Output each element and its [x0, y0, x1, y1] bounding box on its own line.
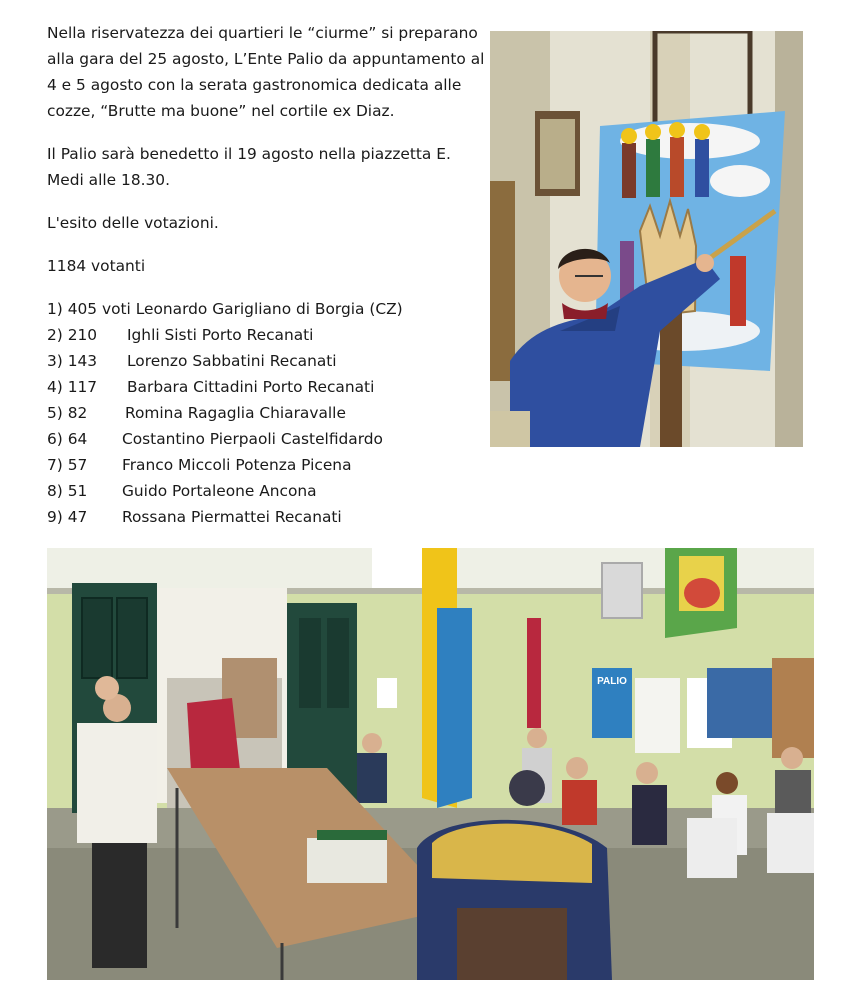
result-item — [47, 426, 487, 452]
result-item — [47, 452, 487, 478]
result-name: Rossana Piermattei Recanati — [122, 508, 342, 526]
paragraph-voters: 1184 votanti — [47, 257, 146, 275]
result-name: Franco Miccoli Potenza Picena — [122, 456, 352, 474]
result-rank: 7) 57 — [47, 456, 88, 474]
result-item — [47, 374, 487, 400]
result-name: Lorenzo Sabbatini Recanati — [127, 352, 337, 370]
result-name: Romina Ragaglia Chiaravalle — [125, 404, 346, 422]
poster-text: PALIO — [597, 676, 627, 687]
result-item — [47, 400, 487, 426]
result-name: Guido Portaleone Ancona — [122, 482, 317, 500]
result-rank: 5) 82 — [47, 404, 88, 422]
paragraph-blessing: Il Palio sarà benedetto il 19 agosto nella piazzetta E. Medi alle 18.30. — [47, 145, 451, 189]
result-rank: 1) 405 — [47, 300, 98, 318]
result-item — [47, 504, 487, 530]
result-rank: 4) 117 — [47, 378, 98, 396]
result-name: Barbara Cittadini Porto Recanati — [127, 378, 375, 396]
paragraph-intro: Nella riservatezza dei quartieri le “ciurme” si preparano alla gara del 25 agosto, L’Ente Palio da appuntamento al 4 e 5 agosto con la serata gastronomica dedicata alle cozze, “Brutte ma buone” nel cortile ex Diaz. — [47, 24, 485, 120]
meeting-photo — [47, 548, 814, 980]
result-name: voti Leonardo Garigliano di Borgia (CZ) — [101, 300, 403, 318]
result-item — [47, 478, 487, 504]
result-rank: 8) 51 — [47, 482, 88, 500]
result-name: Costantino Pierpaoli Castelfidardo — [122, 430, 383, 448]
result-item — [47, 296, 487, 322]
results-list — [47, 296, 487, 530]
result-rank: 2) 210 — [47, 326, 98, 344]
painter-photo — [490, 31, 803, 447]
result-rank: 3) 143 — [47, 352, 98, 370]
result-rank: 6) 64 — [47, 430, 88, 448]
result-rank: 9) 47 — [47, 508, 88, 526]
result-item — [47, 322, 487, 348]
result-name: Ighli Sisti Porto Recanati — [127, 326, 314, 344]
article-text — [47, 20, 487, 530]
paragraph-results-heading: L'esito delle votazioni. — [47, 214, 219, 232]
result-item — [47, 348, 487, 374]
